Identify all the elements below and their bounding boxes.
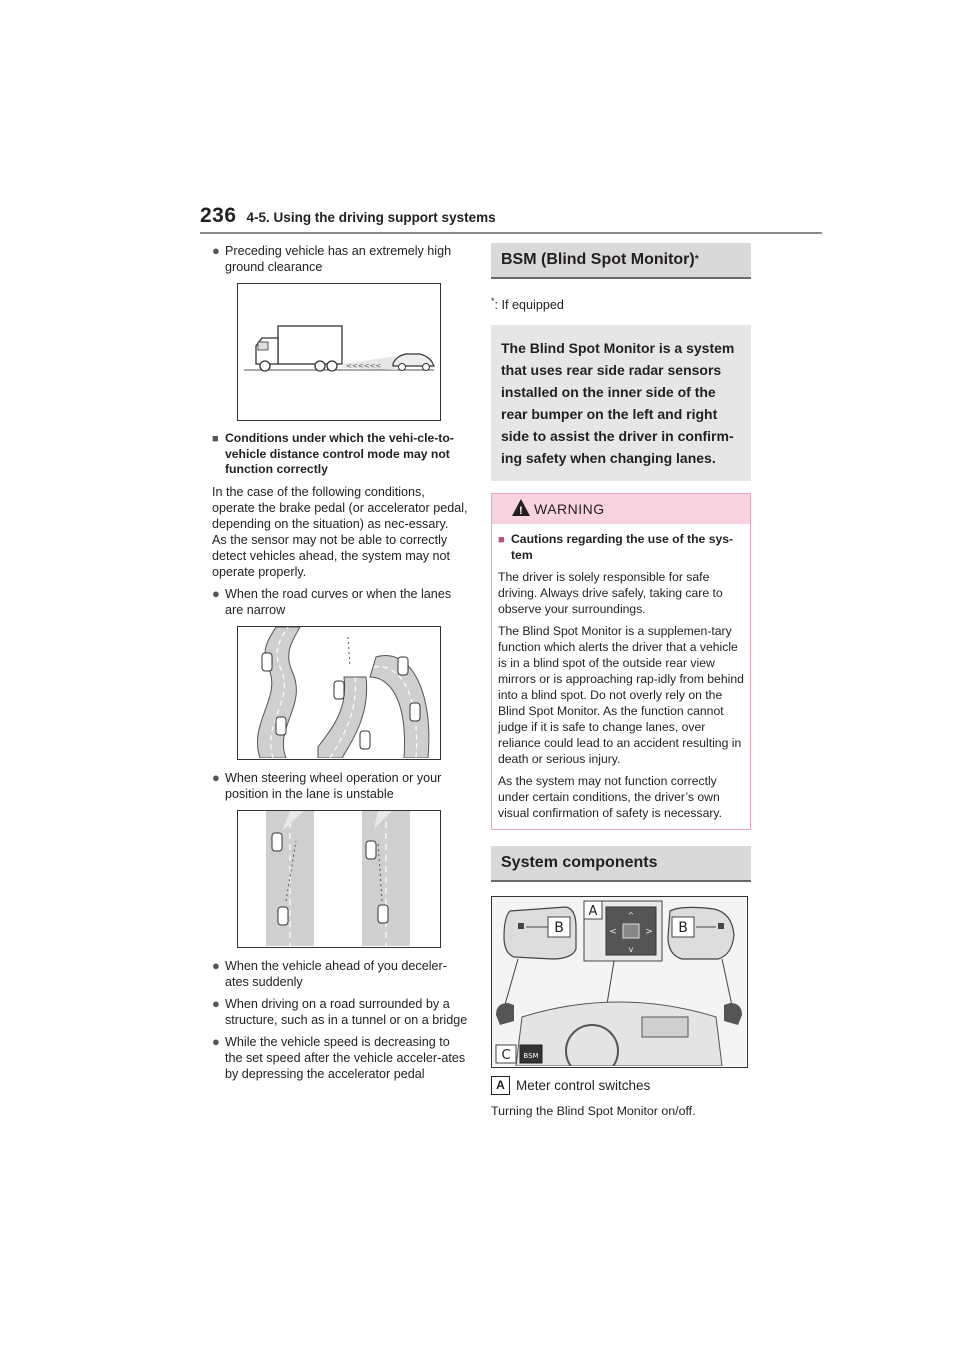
- caption-text: Meter control switches: [516, 1077, 651, 1093]
- bsm-title-band: BSM (Blind Spot Monitor) *: [491, 243, 751, 279]
- components-title-band: [491, 846, 751, 882]
- label-b-left: B: [554, 920, 564, 937]
- label-a: A: [588, 904, 598, 920]
- bullet-icon: ●: [212, 995, 220, 1011]
- warning-box: [491, 493, 751, 830]
- unstable-lane-figure: [237, 810, 441, 948]
- warning-paragraph: The driver is solely responsible for safe driving. Always drive safely, taking care to observe your surroundings.: [498, 570, 723, 617]
- svg-text:v: v: [628, 945, 634, 955]
- indicator-icon: [718, 923, 724, 929]
- conditions-heading: ■ Conditions under which the vehi-cle-to-vehicle distance control mode may not function correctly: [212, 431, 454, 476]
- if-equipped-note: *: If equipped: [491, 296, 564, 313]
- warning-header: ! WARNING: [492, 494, 750, 524]
- svg-text:^: ^: [627, 911, 635, 921]
- bullet-item: ● Preceding vehicle has an extremely high ground clearance: [212, 243, 452, 274]
- bullet-item: ● When driving on a road surrounded by a structure, such as in a tunnel or on a bridge: [212, 995, 468, 1027]
- page-number: 236: [200, 204, 237, 227]
- warning-icon: !: [512, 499, 530, 516]
- bsm-intro: The Blind Spot Monitor is a system that uses rear side radar sensors installed on the inner side of the rear bumper on the left and right side to assist the driver in confirm-ing safety when changing lanes.: [491, 325, 751, 481]
- square-bullet-icon: ■: [212, 433, 219, 445]
- bsm-switch-label: BSM: [523, 1052, 539, 1061]
- bullet-item: ● When the road curves or when the lanes are narrow: [212, 585, 452, 617]
- warning-paragraph: As the system may not function correctly under certain conditions, the driver’s own visual confirmation of safety is necessary.: [498, 774, 722, 821]
- indicator-icon: [518, 923, 524, 929]
- warning-body: [492, 524, 750, 829]
- svg-text:<: <: [609, 927, 617, 938]
- square-bullet-icon: ■: [498, 534, 505, 547]
- bullet-icon: ●: [212, 243, 220, 258]
- bullet-item: ● When the vehicle ahead of you deceler-ates suddenly: [212, 957, 447, 989]
- caption-description: Turning the Blind Spot Monitor on/off.: [491, 1104, 696, 1119]
- curved-road-figure: [237, 626, 441, 760]
- system-components-figure: [491, 896, 748, 1068]
- bullet-icon: ●: [212, 1033, 220, 1049]
- components-title: System components: [501, 854, 658, 872]
- bullet-item: ● When steering wheel operation or your position in the lane is unstable: [212, 769, 442, 801]
- label-c: C: [501, 1048, 511, 1064]
- page-header: [200, 204, 496, 228]
- bullet-icon: ●: [212, 769, 220, 785]
- bsm-title: BSM (Blind Spot Monitor): [501, 251, 695, 268]
- warning-paragraph: The Blind Spot Monitor is a supplemen-tary function which alerts the driver that a vehicle is in a blind spot of the outside rear view mirrors or is approaching rap-idly from behind into a blind spot. Do not overly rely on the Blind Spot Monitor. As the function cannot judge if it is safe to change lanes, over reliance could lead to an accident resulting in death or serious injury.: [498, 624, 744, 767]
- header-rule: [200, 232, 822, 234]
- figure-caption: [491, 1076, 751, 1095]
- right-column: [491, 243, 751, 1119]
- bullet-icon: ●: [212, 585, 220, 601]
- warning-heading: ■ Cautions regarding the use of the sys-tem: [498, 532, 734, 562]
- svg-text:>: >: [645, 927, 653, 938]
- conditions-body: In the case of the following conditions, operate the brake pedal (or accelerator pedal, depending on the situation) as nec-essary. As the sensor may not be able to correctly detect vehicles ahead, the system may not operate properly.: [212, 484, 468, 579]
- left-column: [212, 243, 470, 1088]
- high-clearance-figure: [237, 283, 441, 421]
- label-b-right: B: [678, 920, 688, 937]
- bullet-icon: ●: [212, 957, 220, 973]
- bullet-item: ● While the vehicle speed is decreasing to the set speed after the vehicle acceler-ates by depressing the accelerator pedal: [212, 1033, 466, 1081]
- svg-text:<<<<<<: <<<<<<: [346, 362, 382, 370]
- caption-tag: A: [491, 1076, 510, 1095]
- section-title: 4-5. Using the driving support systems: [246, 210, 496, 225]
